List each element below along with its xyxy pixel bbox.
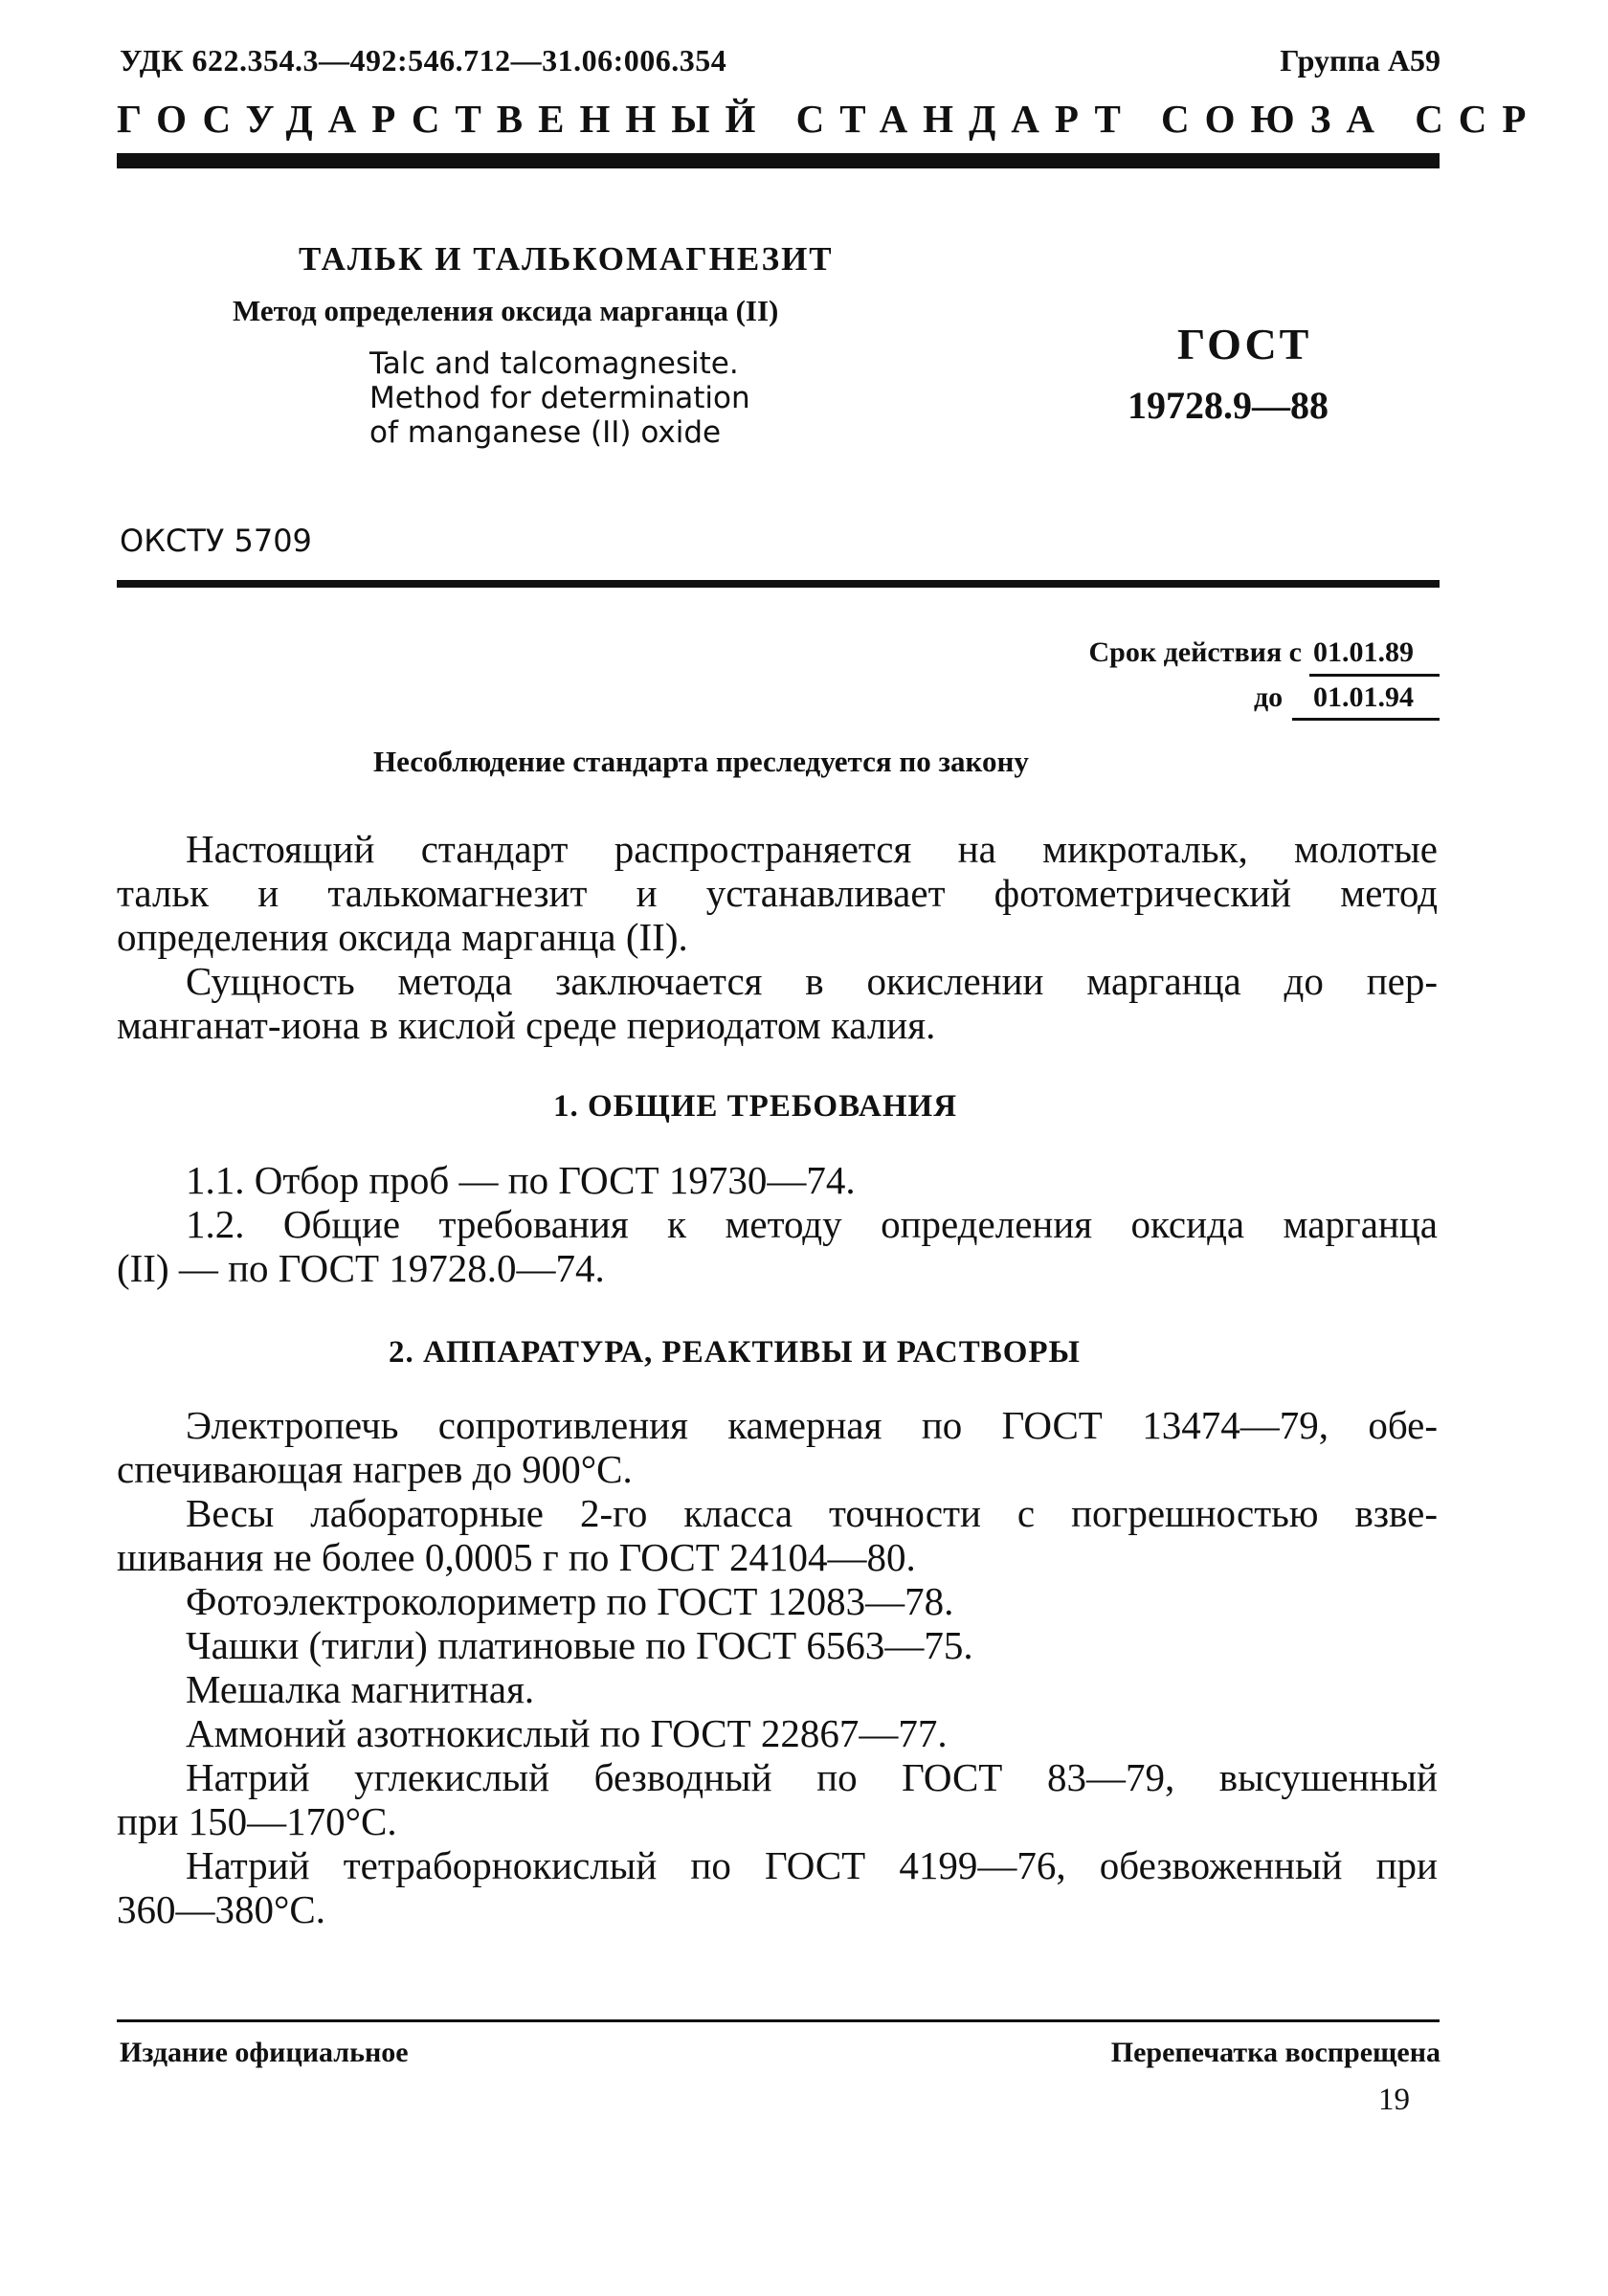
text-line: 360—380°С. <box>117 1887 325 1931</box>
okstu-code: ОКСТУ 5709 <box>120 523 312 559</box>
text-line: шивания не более 0,0005 г по ГОСТ 24104—80. <box>117 1535 916 1579</box>
text-line: Натрий тетраборнокислый по ГОСТ 4199—76, обезвоженный при <box>186 1843 1438 1887</box>
section-1-title: 1. ОБЩИЕ ТРЕБОВАНИЯ <box>553 1089 958 1124</box>
header-thick-rule <box>117 153 1440 168</box>
violation-notice: Несоблюдение стандарта преследуется по закону <box>373 745 1029 778</box>
text-line: Чашки (тигли) платиновые по ГОСТ 6563—75. <box>186 1623 973 1667</box>
text-line: тальк и талькомагнезит и устанавливает фотометрический метод <box>117 871 1438 915</box>
text-line: Электропечь сопротивления камерная по ГОСТ 13474—79, обе- <box>186 1403 1438 1447</box>
section-2-text <box>117 1403 1438 1931</box>
validity-label: Срок действия с <box>1088 636 1302 668</box>
text-line: Сущность метода заключается в окислении марганца до пер- <box>186 959 1438 1003</box>
group-code: Группа А59 <box>1280 43 1440 78</box>
title-english-line: of manganese (II) oxide <box>369 415 722 450</box>
text-line: спечивающая нагрев до 900°С. <box>117 1447 633 1491</box>
title-russian: ТАЛЬК И ТАЛЬКОМАГНЕЗИТ <box>299 240 834 278</box>
official-edition-note: Издание официальное <box>120 2037 409 2068</box>
section-1-text <box>117 1158 1438 1290</box>
text-line: Весы лабораторные 2-го класса точности с погрешностью взве- <box>186 1491 1438 1535</box>
text-line: определения оксида марганца (II). <box>117 915 688 959</box>
text-line: (II) — по ГОСТ 19728.0—74. <box>117 1246 605 1290</box>
reprint-prohibited-note: Перепечатка воспрещена <box>1110 2037 1440 2068</box>
text-line: манганат-иона в кислой среде периодатом калия. <box>117 1003 936 1047</box>
text-line: Аммоний азотнокислый по ГОСТ 22867—77. <box>186 1711 948 1755</box>
text-line: Настоящий стандарт распространяется на микротальк, молотые <box>186 827 1438 871</box>
text-line: 1.2. Общие требования к методу определения оксида марганца <box>186 1202 1438 1246</box>
text-line: Мешалка магнитная. <box>186 1667 535 1711</box>
okstu-rule <box>117 580 1440 588</box>
validity-from-date: 01.01.89 <box>1313 636 1414 668</box>
text-line: при 150—170°С. <box>117 1799 397 1843</box>
text-line: Натрий углекислый безводный по ГОСТ 83—79, высушенный <box>186 1755 1438 1799</box>
title-english-line: Talc and talcomagnesite. <box>369 346 739 381</box>
title-english-line: Method for determination <box>369 381 750 415</box>
validity-to-underline <box>1292 718 1440 721</box>
text-line: 1.1. Отбор проб — по ГОСТ 19730—74. <box>186 1158 856 1202</box>
gost-number: 19728.9—88 <box>1128 384 1329 427</box>
udk-code: УДК 622.354.3—492:546.712—31.06:006.354 <box>120 43 727 78</box>
validity-from-underline <box>1309 674 1440 677</box>
intro-text <box>117 827 1438 1047</box>
validity-to-label: до <box>1254 681 1284 713</box>
page-number: 19 <box>1378 2083 1410 2117</box>
section-2-title: 2. АППАРАТУРА, РЕАКТИВЫ И РАСТВОРЫ <box>389 1335 1081 1370</box>
state-standard-heading: ГОСУДАРСТВЕННЫЙ СТАНДАРТ СОЮЗА ССР <box>117 97 1542 141</box>
footer-rule <box>117 2019 1440 2022</box>
text-line: Фотоэлектроколориметр по ГОСТ 12083—78. <box>186 1579 954 1623</box>
subtitle-russian: Метод определения оксида марганца (II) <box>233 294 779 327</box>
validity-to-date: 01.01.94 <box>1313 681 1414 713</box>
gost-label: ГОСТ <box>1177 320 1312 368</box>
